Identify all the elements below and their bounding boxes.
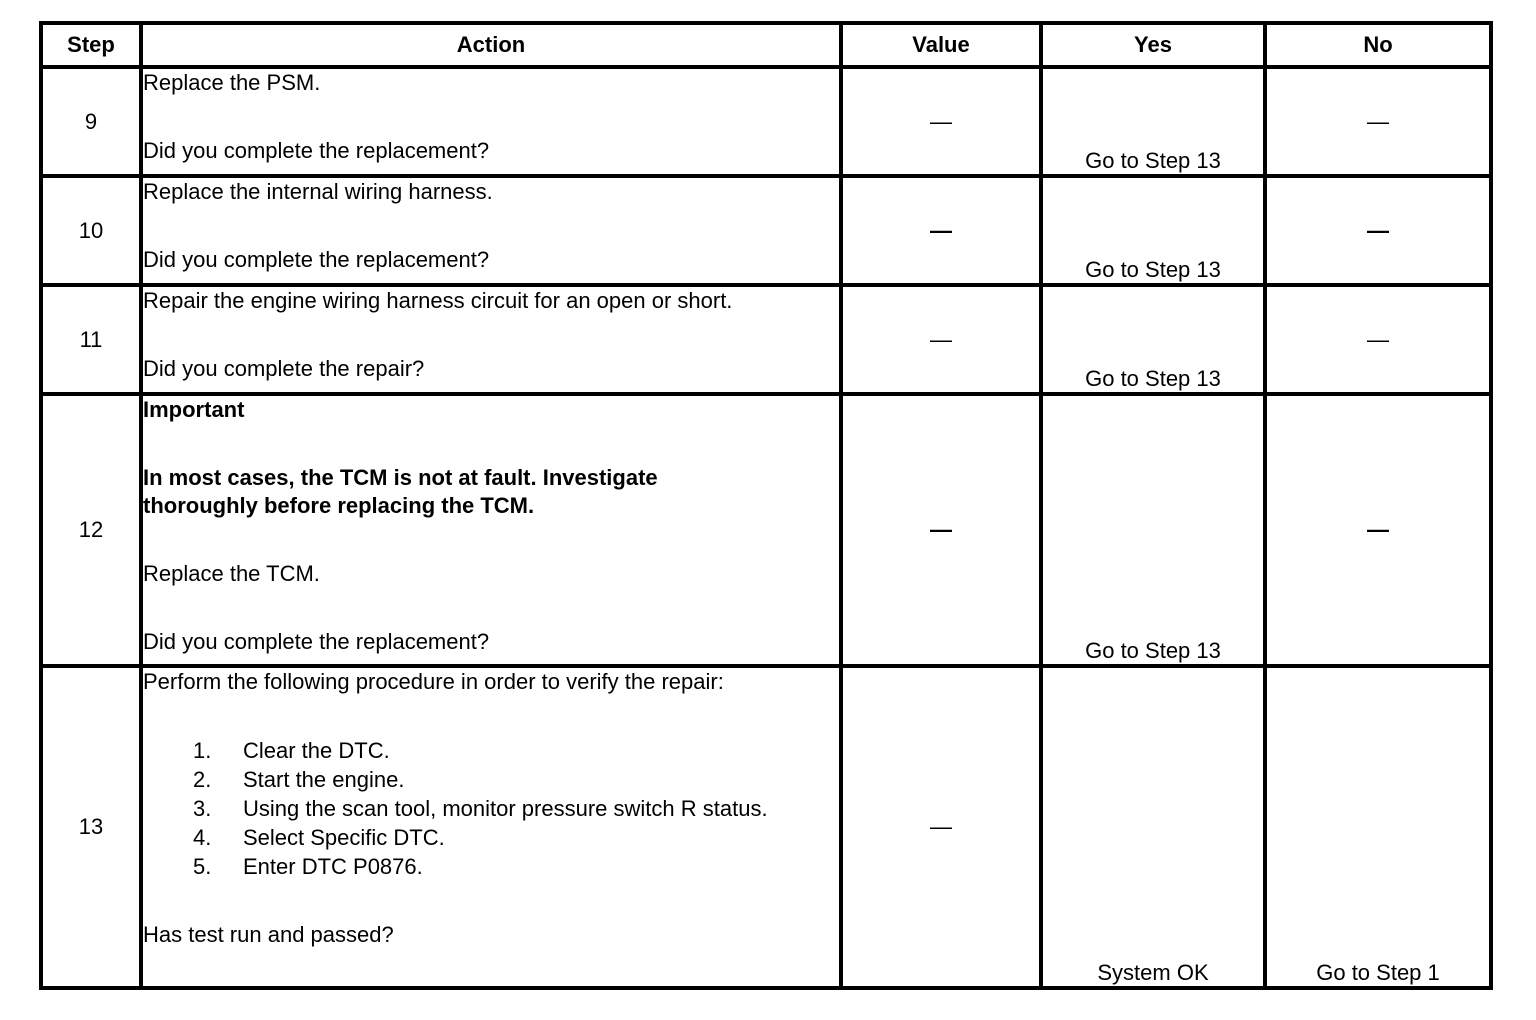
action-question: Did you complete the repair? [143, 356, 425, 381]
value-cell: — [841, 67, 1041, 176]
important-text: In most cases, the TCM is not at fault. Investigate thoroughly before replacing the TCM. [143, 465, 658, 518]
procedure-step-text: Enter DTC P0876. [243, 854, 423, 879]
action-text: Replace the internal wiring harness. [143, 179, 493, 204]
action-question: Did you complete the replacement? [143, 247, 490, 272]
yes-cell: Go to Step 13 [1041, 176, 1265, 285]
procedure-step-number: 1. [193, 738, 212, 763]
step-number: 10 [41, 176, 141, 285]
procedure-step-number: 3. [193, 796, 212, 821]
no-cell: — [1265, 176, 1491, 285]
step-number: 13 [41, 666, 141, 988]
procedure-step [193, 852, 839, 881]
header-row [41, 23, 1491, 67]
procedure-step [193, 823, 839, 852]
action-cell [141, 285, 841, 394]
action-question: Did you complete the replacement? [143, 629, 490, 654]
action-question: Did you complete the replacement? [143, 138, 490, 163]
header-action: Action [141, 23, 841, 67]
step-number: 12 [41, 394, 141, 666]
action-cell [141, 67, 841, 176]
action-cell [141, 176, 841, 285]
important-label: Important [143, 397, 245, 422]
action-text: Replace the TCM. [143, 561, 320, 586]
action-text: Perform the following procedure in order to verify the repair: [143, 669, 724, 694]
action-cell [141, 666, 841, 988]
procedure-step-text: Clear the DTC. [243, 738, 390, 763]
action-cell [141, 394, 841, 666]
yes-cell: Go to Step 13 [1041, 285, 1265, 394]
procedure-step [193, 794, 783, 823]
action-text: Repair the engine wiring harness circuit for an open or short. [143, 288, 733, 313]
diagnostic-table [39, 21, 1493, 990]
table-row [41, 285, 1491, 394]
procedure-step-number: 2. [193, 767, 212, 792]
header-no: No [1265, 23, 1491, 67]
value-cell: — [841, 394, 1041, 666]
action-question: Has test run and passed? [143, 922, 394, 947]
yes-cell: Go to Step 13 [1041, 67, 1265, 176]
no-cell: — [1265, 67, 1491, 176]
table-row [41, 394, 1491, 666]
procedure-step-text: Start the engine. [243, 767, 405, 792]
procedure-step-text: Using the scan tool, monitor pressure switch R status. [243, 796, 768, 821]
action-text: Replace the PSM. [143, 70, 321, 95]
no-cell: Go to Step 1 [1265, 666, 1491, 988]
procedure-list [143, 736, 839, 881]
step-number: 9 [41, 67, 141, 176]
yes-cell: Go to Step 13 [1041, 394, 1265, 666]
yes-cell: System OK [1041, 666, 1265, 988]
table-row [41, 67, 1491, 176]
value-cell: — [841, 176, 1041, 285]
procedure-step [193, 736, 839, 765]
header-step: Step [41, 23, 141, 67]
table-row [41, 176, 1491, 285]
procedure-step-number: 5. [193, 854, 212, 879]
table-row [41, 666, 1491, 988]
header-value: Value [841, 23, 1041, 67]
procedure-step-number: 4. [193, 825, 212, 850]
no-cell: — [1265, 394, 1491, 666]
procedure-step-text: Select Specific DTC. [243, 825, 445, 850]
no-cell: — [1265, 285, 1491, 394]
value-cell: — [841, 666, 1041, 988]
value-cell: — [841, 285, 1041, 394]
header-yes: Yes [1041, 23, 1265, 67]
procedure-step [193, 765, 839, 794]
step-number: 11 [41, 285, 141, 394]
